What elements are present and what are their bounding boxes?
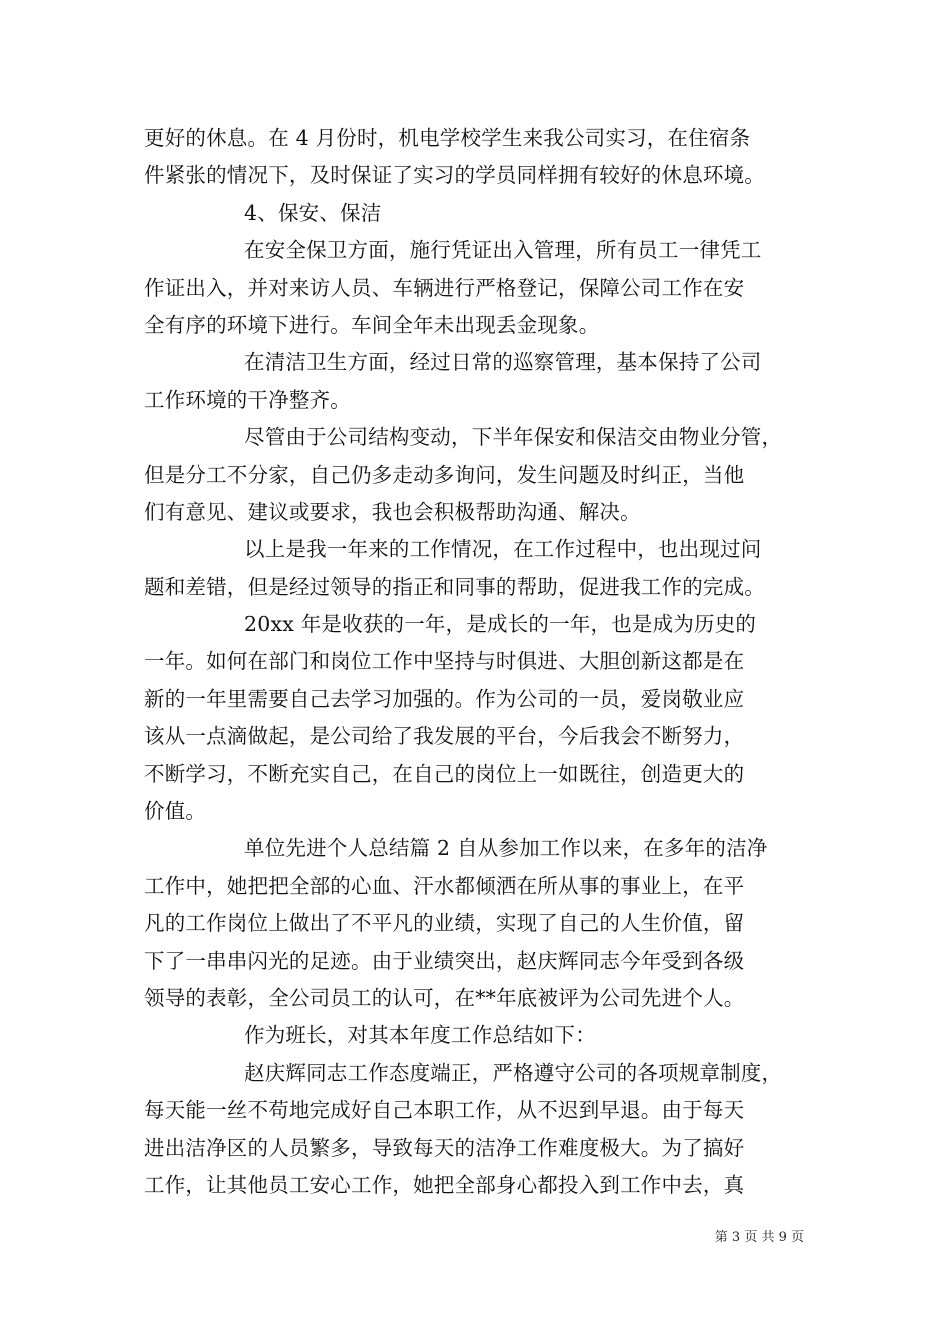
text-line: 工作，让其他员工安心工作，她把全部身心都投入到工作中去，真 — [144, 1172, 745, 1197]
text-line: 作为班长，对其本年度工作总结如下： — [244, 1023, 596, 1048]
text-line: 价值。 — [144, 799, 207, 824]
text-line: 但是分工不分家，自己仍多走动多询问，发生问题及时纠正，当他 — [144, 462, 745, 487]
text-line: 赵庆辉同志工作态度端正，严格遵守公司的各项规章制度， — [244, 1060, 783, 1085]
text-line: 该从一点滴做起，是公司给了我发展的平台，今后我会不断努力， — [144, 724, 745, 749]
text-line: 件紧张的情况下，及时保证了实习的学员同样拥有较好的休息环境。 — [144, 163, 765, 188]
text-line: 20xx 年是收获的一年，是成长的一年，也是成为历史的 — [244, 612, 757, 637]
text-line: 在清洁卫生方面，经过日常的巡察管理，基本保持了公司 — [244, 350, 762, 375]
text-line: 作证出入，并对来访人员、车辆进行严格登记，保障公司工作在安 — [144, 275, 745, 300]
text-line: 以上是我一年来的工作情况，在工作过程中，也出现过问 — [244, 537, 762, 562]
section-heading: 4、保安、保洁 — [244, 200, 382, 225]
text-line: 每天能一丝不苟地完成好自己本职工作，从不迟到早退。由于每天 — [144, 1098, 745, 1123]
text-line: 工作环境的干净整齐。 — [144, 387, 351, 412]
text-line: 更好的休息。在 4 月份时，机电学校学生来我公司实习，在住宿条 — [144, 126, 751, 150]
text-line: 新的一年里需要自己去学习加强的。作为公司的一员，爱岗敬业应 — [144, 686, 745, 711]
document-body — [144, 120, 814, 1204]
text-line: 单位先进个人总结篇 2 自从参加工作以来，在多年的洁净 — [244, 836, 768, 861]
text-line: 领导的表彰，全公司员工的认可，在**年底被评为公司先进个人。 — [144, 985, 745, 1010]
text-line: 尽管由于公司结构变动，下半年保安和保洁交由物业分管， — [244, 425, 783, 450]
text-line: 进出洁净区的人员繁多，导致每天的洁净工作难度极大。为了搞好 — [144, 1135, 745, 1160]
text-line: 全有序的环境下进行。车间全年未出现丢金现象。 — [144, 312, 600, 337]
text-line: 题和差错，但是经过领导的指正和同事的帮助，促进我工作的完成。 — [144, 574, 765, 599]
page-number-footer: 第 3 页 共 9 页 — [714, 1230, 804, 1245]
text-line: 不断学习，不断充实自己，在自己的岗位上一如既往，创造更大的 — [144, 761, 745, 786]
text-line: 一年。如何在部门和岗位工作中坚持与时俱进、大胆创新这都是在 — [144, 649, 745, 674]
text-line: 们有意见、建议或要求，我也会积极帮助沟通、解决。 — [144, 499, 641, 524]
text-line: 在安全保卫方面，施行凭证出入管理，所有员工一律凭工 — [244, 238, 762, 263]
text-line: 下了一串串闪光的足迹。由于业绩突出，赵庆辉同志今年受到各级 — [144, 948, 745, 973]
text-line: 凡的工作岗位上做出了不平凡的业绩，实现了自己的人生价值，留 — [144, 911, 745, 936]
text-line: 工作中，她把把全部的心血、汗水都倾洒在所从事的事业上，在平 — [144, 873, 745, 898]
